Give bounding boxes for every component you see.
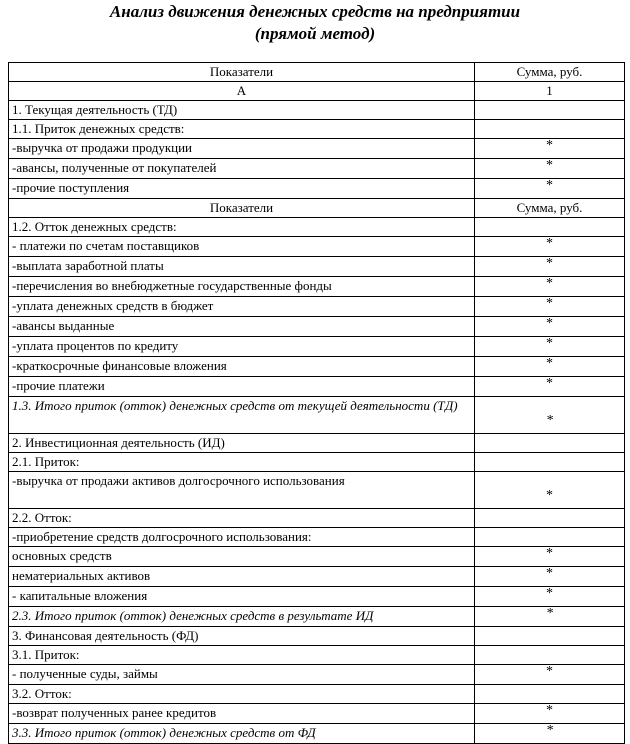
row-value: * — [475, 665, 625, 685]
row-label: 1.1. Приток денежных средств: — [9, 120, 475, 139]
table-row — [9, 159, 625, 179]
row-label: -прочие поступления — [9, 179, 475, 199]
table-row — [9, 567, 625, 587]
header-amount: Сумма, руб. — [475, 63, 625, 82]
row-value: * — [475, 724, 625, 744]
row-label: -уплата процентов по кредиту — [9, 337, 475, 357]
row-label: 1. Текущая деятельность (ТД) — [9, 101, 475, 120]
index-col-1: 1 — [475, 82, 625, 101]
row-value: * — [475, 159, 625, 179]
row-value — [475, 101, 625, 120]
header-indicators: Показатели — [9, 199, 475, 218]
table-index-row — [9, 82, 625, 101]
table-row-subtotal — [9, 607, 625, 627]
table-row — [9, 297, 625, 317]
row-value: * — [475, 297, 625, 317]
row-label: 3.3. Итого приток (отток) денежных средств от ФД — [9, 724, 475, 744]
row-value: * — [475, 317, 625, 337]
table-row-subtotal — [9, 397, 625, 434]
header-amount: Сумма, руб. — [475, 199, 625, 218]
table-row — [9, 257, 625, 277]
table-row — [9, 685, 625, 704]
row-label: -выплата заработной платы — [9, 257, 475, 277]
table-row — [9, 587, 625, 607]
row-label: нематериальных активов — [9, 567, 475, 587]
row-value — [475, 528, 625, 547]
table-row — [9, 218, 625, 237]
row-value: * — [475, 179, 625, 199]
row-label: - капитальные вложения — [9, 587, 475, 607]
table-row — [9, 434, 625, 453]
row-label: 2.1. Приток: — [9, 453, 475, 472]
table-row — [9, 357, 625, 377]
row-value: * — [475, 277, 625, 297]
row-value — [475, 120, 625, 139]
row-value: * — [475, 357, 625, 377]
table-row — [9, 317, 625, 337]
table-row — [9, 337, 625, 357]
table-row — [9, 377, 625, 397]
row-label: 1.2. Отток денежных средств: — [9, 218, 475, 237]
header-indicators: Показатели — [9, 63, 475, 82]
cash-flow-table — [8, 62, 625, 744]
table-row — [9, 139, 625, 159]
row-label: 3.2. Отток: — [9, 685, 475, 704]
table-header-row — [9, 63, 625, 82]
row-value: * — [475, 257, 625, 277]
table-row — [9, 120, 625, 139]
row-value — [475, 646, 625, 665]
row-value — [475, 627, 625, 646]
row-value: * — [475, 472, 625, 509]
table-row — [9, 277, 625, 297]
row-value: * — [475, 607, 625, 627]
title-line-1: Анализ движения денежных средств на предприятии — [109, 2, 521, 21]
row-value — [475, 685, 625, 704]
table-row — [9, 665, 625, 685]
row-value — [475, 218, 625, 237]
table-row — [9, 627, 625, 646]
row-value: * — [475, 547, 625, 567]
row-label: 2.3. Итого приток (отток) денежных средств в результате ИД — [9, 607, 475, 627]
table-row — [9, 646, 625, 665]
row-label: 2.2. Отток: — [9, 509, 475, 528]
index-col-a: А — [9, 82, 475, 101]
row-label: основных средств — [9, 547, 475, 567]
row-label: 2. Инвестиционная деятельность (ИД) — [9, 434, 475, 453]
table-row — [9, 101, 625, 120]
row-label: 1.3. Итого приток (отток) денежных средств от текущей деятельности (ТД) — [9, 397, 475, 434]
row-value — [475, 453, 625, 472]
row-label: -прочие платежи — [9, 377, 475, 397]
table-row — [9, 453, 625, 472]
table-row — [9, 509, 625, 528]
row-value: * — [475, 337, 625, 357]
row-label: -выручка от продажи продукции — [9, 139, 475, 159]
row-value: * — [475, 237, 625, 257]
row-value: * — [475, 587, 625, 607]
row-label: -возврат полученных ранее кредитов — [9, 704, 475, 724]
table-row — [9, 237, 625, 257]
row-value: * — [475, 567, 625, 587]
row-label: -выручка от продажи активов долгосрочного использования — [9, 472, 475, 509]
row-label: -уплата денежных средств в бюджет — [9, 297, 475, 317]
row-label: -приобретение средств долгосрочного использования: — [9, 528, 475, 547]
row-value: * — [475, 377, 625, 397]
row-value: * — [475, 139, 625, 159]
table-row — [9, 704, 625, 724]
table-row — [9, 547, 625, 567]
row-label: - полученные суды, займы — [9, 665, 475, 685]
table-row — [9, 528, 625, 547]
table-row — [9, 179, 625, 199]
table-row-subtotal — [9, 724, 625, 744]
row-value: * — [475, 704, 625, 724]
row-label: - платежи по счетам поставщиков — [9, 237, 475, 257]
row-label: 3.1. Приток: — [9, 646, 475, 665]
title-line-2: (прямой метод) — [254, 24, 376, 43]
row-value — [475, 509, 625, 528]
table-row — [9, 472, 625, 509]
row-label: -перечисления во внебюджетные государственные фонды — [9, 277, 475, 297]
row-value: * — [475, 397, 625, 434]
row-label: -авансы выданные — [9, 317, 475, 337]
row-label: -авансы, полученные от покупателей — [9, 159, 475, 179]
row-value — [475, 434, 625, 453]
table-header-row-repeat — [9, 199, 625, 218]
document-title — [0, 0, 630, 45]
row-label: 3. Финансовая деятельность (ФД) — [9, 627, 475, 646]
row-label: -краткосрочные финансовые вложения — [9, 357, 475, 377]
